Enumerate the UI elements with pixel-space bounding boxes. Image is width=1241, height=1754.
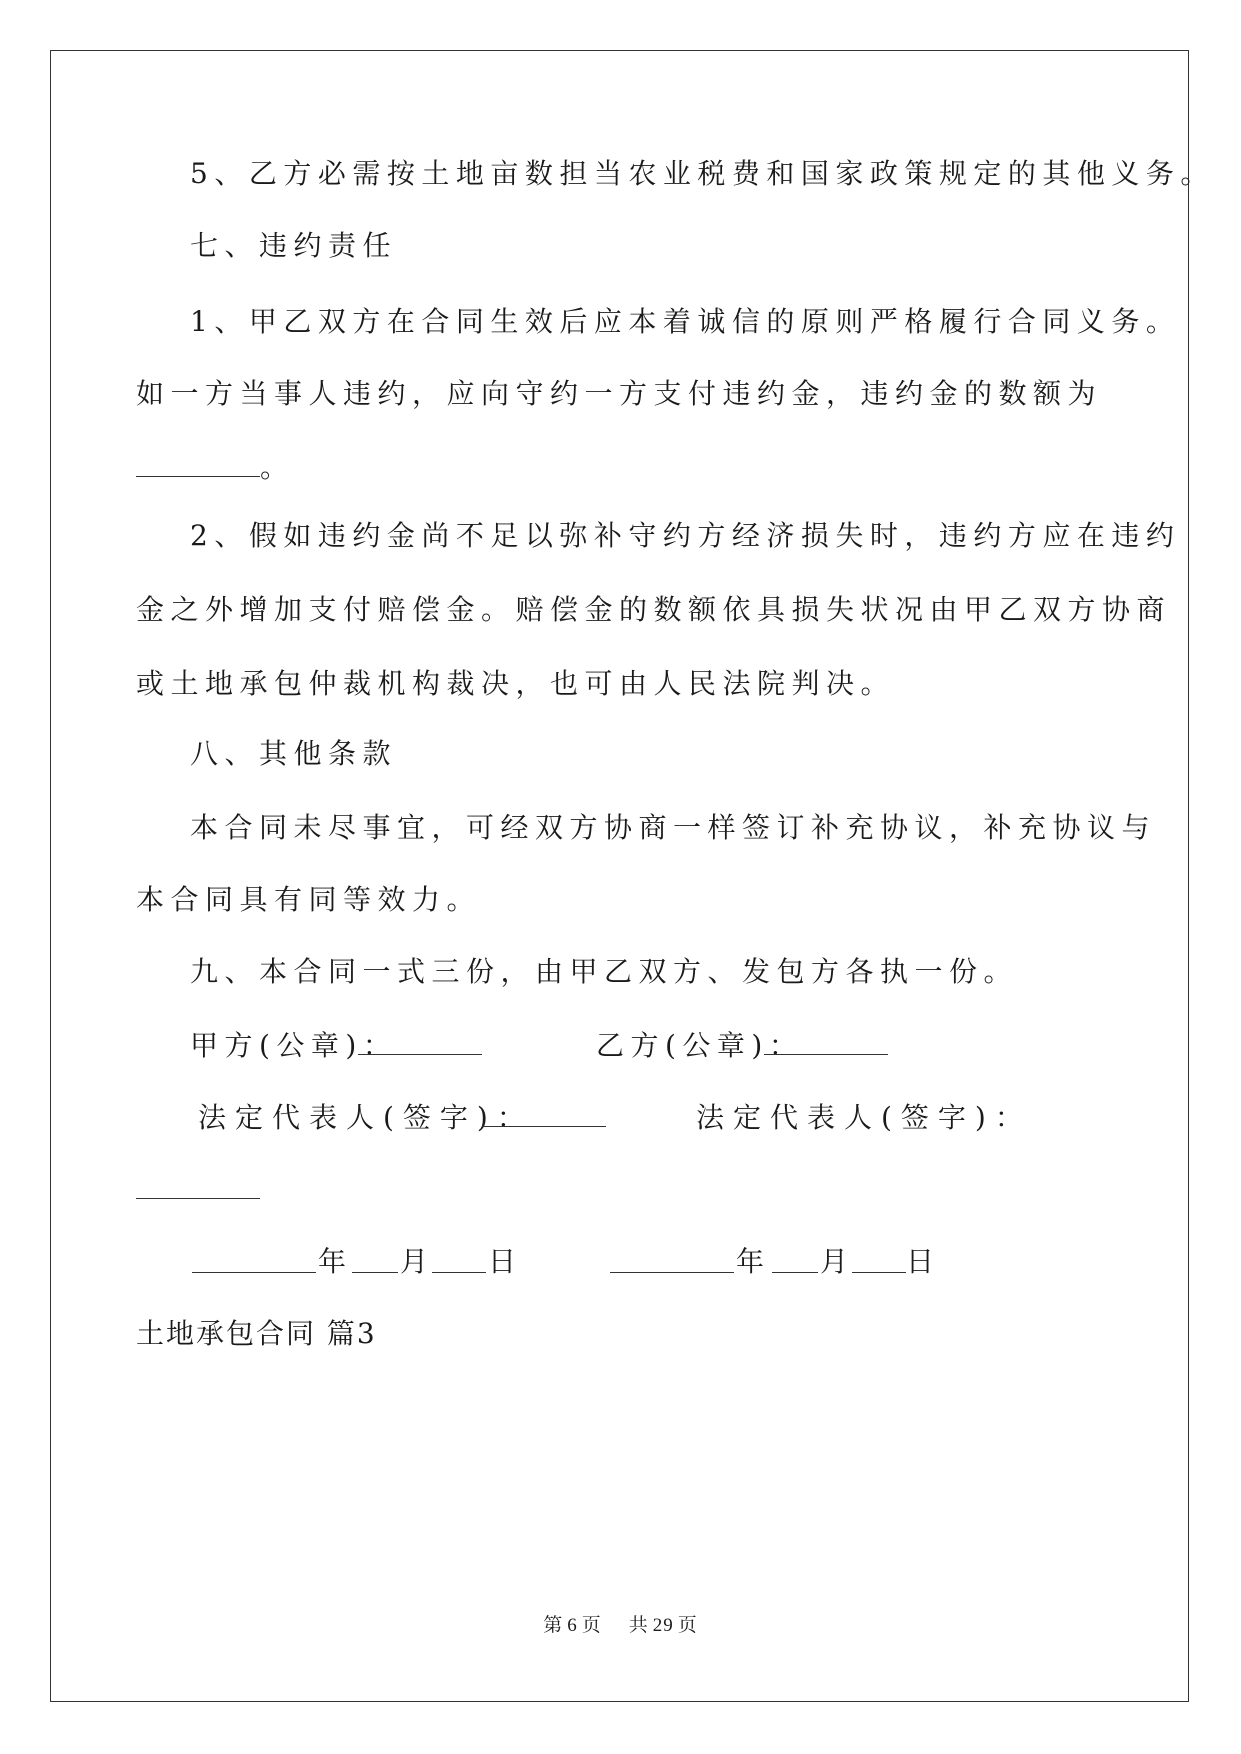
rep-a-label: 法定代表人(签字)：	[198, 1101, 534, 1134]
paragraph-tax-duty: 5、乙方必需按土地亩数担当农业税费和国家政策规定的其他义务。	[190, 157, 1215, 190]
period: 。	[260, 451, 295, 484]
paragraph-other-terms: 本合同未尽事宜，可经双方协商一样签订补充协议，补充协议与	[190, 811, 1157, 844]
date-a-day-blank	[432, 1250, 486, 1273]
page-footer	[0, 1610, 1241, 1637]
party-b-seal-label: 乙方(公章)：	[596, 1029, 804, 1062]
date-b-month-blank	[772, 1250, 818, 1273]
party-a-seal-label: 甲方(公章)：	[190, 1029, 398, 1062]
rep-a-blank	[482, 1104, 606, 1127]
page-border	[50, 50, 1189, 1702]
penalty-amount-line	[136, 450, 295, 486]
section-heading-breach: 七、违约责任	[190, 229, 398, 262]
page-number: 6	[567, 1615, 578, 1636]
date-a-day-label: 日	[488, 1245, 523, 1278]
paragraph-breach-2-cont: 金之外增加支付赔偿金。赔偿金的数额依具损失状况由甲乙双方协商	[136, 593, 1172, 626]
total-pages: 29	[652, 1615, 674, 1636]
date-b-day-label: 日	[906, 1245, 941, 1278]
party-a-seal-blank	[358, 1032, 482, 1055]
date-a-month-label: 月	[400, 1245, 435, 1278]
rep-b-label: 法定代表人(签字)：	[696, 1101, 1032, 1134]
total-prefix: 共	[628, 1615, 649, 1636]
total-suffix: 页	[677, 1615, 698, 1636]
date-b-day-blank	[852, 1250, 906, 1273]
date-a-year-blank	[192, 1250, 316, 1273]
party-b-seal-blank	[764, 1032, 888, 1055]
date-a-year-label: 年	[318, 1245, 353, 1278]
paragraph-copies: 九、本合同一式三份，由甲乙双方、发包方各执一份。	[190, 955, 1019, 988]
paragraph-other-terms-cont: 本合同具有同等效力。	[136, 883, 482, 916]
paragraph-breach-1: 1、甲乙双方在合同生效后应本着诚信的原则严格履行合同义务。	[190, 305, 1181, 338]
next-contract-heading: 土地承包合同 篇3	[136, 1317, 377, 1350]
date-b-month-label: 月	[820, 1245, 855, 1278]
section-heading-other: 八、其他条款	[190, 737, 398, 770]
date-b-year-label: 年	[736, 1245, 771, 1278]
page-prefix: 第	[543, 1615, 564, 1636]
date-b-year-blank	[610, 1250, 734, 1273]
date-a-month-blank	[352, 1250, 398, 1273]
paragraph-breach-1-cont: 如一方当事人违约，应向守约一方支付违约金，违约金的数额为	[136, 377, 1103, 410]
rep-b-blank	[136, 1176, 260, 1199]
penalty-amount-blank	[136, 454, 260, 477]
paragraph-breach-2: 2、假如违约金尚不足以弥补守约方经济损失时，违约方应在违约	[190, 519, 1181, 552]
paragraph-breach-2-end: 或土地承包仲裁机构裁决，也可由人民法院判决。	[136, 667, 896, 700]
page-suffix: 页	[581, 1615, 602, 1636]
